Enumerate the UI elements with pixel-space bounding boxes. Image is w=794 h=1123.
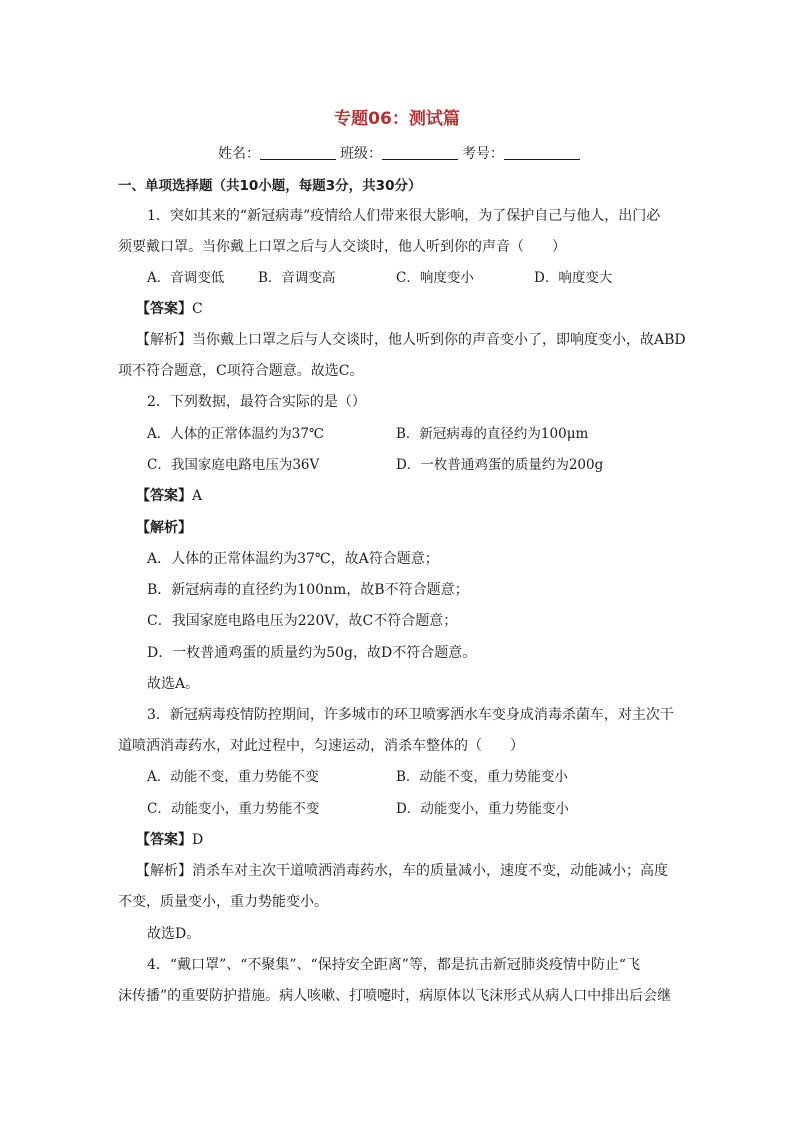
answer-label: 【答案】 [136,832,192,848]
q3-analysis-line2: 不变，质量变小，重力势能变小。 [118,894,328,910]
q2-answer [136,486,202,506]
q2-option-c: C．我国家庭电路电压为36V [147,457,320,473]
answer-label: 【答案】 [136,301,192,317]
exam-no-label: 考号： [462,146,504,162]
q1-analysis-line2: 项不符合题意，C项符合题意。故选C。 [118,363,364,379]
q4-stem-line2: 沫传播”的重要防护措施。病人咳嗽、打喷嚏时，病原体以飞沫形式从病人口中排出后会继 [118,988,672,1004]
q1-analysis-line1: 【解析】当你戴上口罩之后与人交谈时，他人听到你的声音变小了，即响度变小，故ABD [136,332,686,348]
student-info-line [218,143,584,163]
answer-value: C [192,301,203,317]
class-label: 班级： [340,146,382,162]
answer-label: 【答案】 [136,488,192,504]
section-heading: 一、单项选择题（共10小题，每题3分，共30分） [118,178,422,194]
q3-analysis-line1: 【解析】消杀车对主次干道喷洒消毒药水，车的质量减小，速度不变，动能减小；高度 [136,863,668,879]
q1-option-c: C．响度变小 [396,270,474,286]
q3-conclusion: 故选D。 [147,926,201,942]
q3-option-b: B．动能不变，重力势能变小 [396,769,568,785]
page-title: 专题06：测试篇 [334,109,460,129]
q2-option-d: D．一枚普通鸡蛋的质量约为200g [396,457,604,473]
q2-conclusion: 故选A。 [147,676,200,692]
q3-option-a: A．动能不变，重力势能不变 [147,769,319,785]
q4-stem-line1: 4．“戴口罩”、“不聚集”、“保持安全距离”等，都是抗击新冠肺炎疫情中防止“飞 [147,957,641,973]
q2-analysis-label: 【解析】 [136,520,192,536]
name-label: 姓名： [218,146,260,162]
name-blank[interactable] [260,147,336,160]
q3-answer [136,830,203,850]
q3-option-d: D．动能变小，重力势能变小 [396,801,569,817]
q2-stem: 2．下列数据，最符合实际的是（） [147,394,366,410]
q1-stem-line1: 1．突如其来的“新冠病毒”疫情给人们带来很大影响，为了保护自己与他人，出门必 [147,208,661,224]
q2-option-b: B．新冠病毒的直径约为100μm [396,426,589,442]
q2-analysis-d: D．一枚普通鸡蛋的质量约为50g，故D不符合题意。 [147,645,477,661]
q2-analysis-c: C．我国家庭电路电压为220V，故C不符合题意； [147,613,458,629]
q2-option-a: A．人体的正常体温约为37℃ [147,426,325,442]
q2-analysis-a: A．人体的正常体温约为37℃，故A符合题意； [147,551,439,567]
q3-option-c: C．动能变小，重力势能不变 [147,801,320,817]
q1-option-a: A．音调变低 [147,270,225,286]
q1-answer [136,299,203,319]
class-blank[interactable] [382,147,458,160]
q3-stem-line1: 3．新冠病毒疫情防控期间，许多城市的环卫喷雾洒水车变身成消毒杀菌车，对主次干 [147,707,674,723]
q1-option-b: B．音调变高 [258,270,336,286]
q1-stem-line2: 须要戴口罩。当你戴上口罩之后与人交谈时，他人听到你的声音（ ） [118,239,566,255]
q1-option-d: D．响度变大 [534,270,613,286]
answer-value: A [192,488,203,504]
answer-value: D [192,832,204,848]
q2-analysis-b: B．新冠病毒的直径约为100nm，故B不符合题意； [147,582,469,598]
exam-no-blank[interactable] [504,147,580,160]
q3-stem-line2: 道喷洒消毒药水，对此过程中，匀速运动，消杀车整体的（ ） [118,738,524,754]
